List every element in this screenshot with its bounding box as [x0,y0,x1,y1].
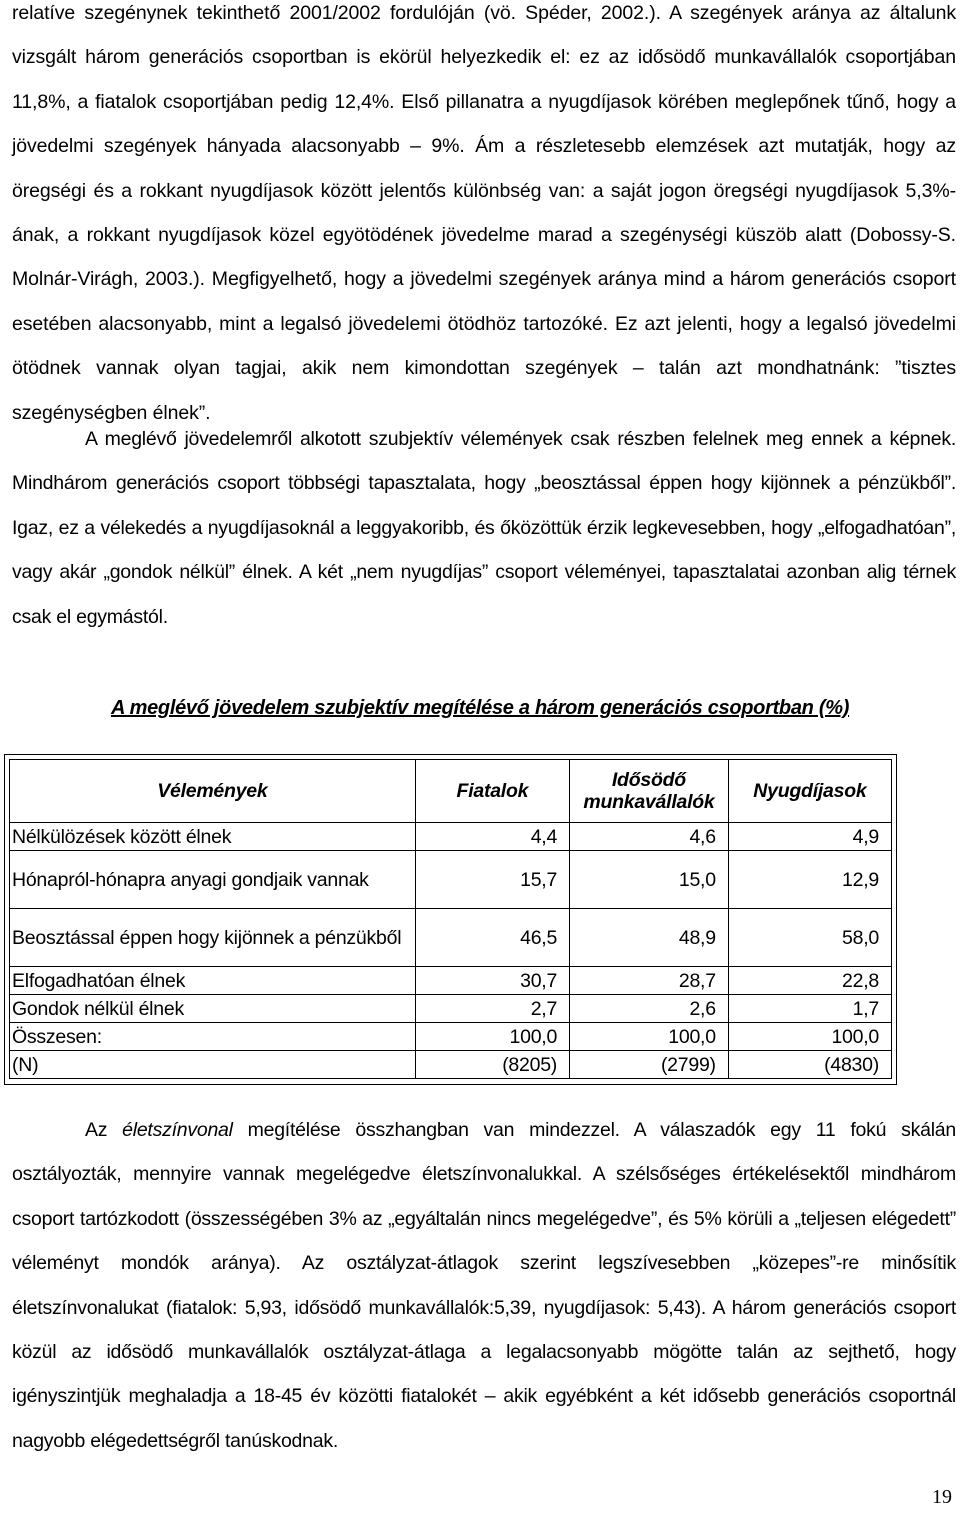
row-label: (N) [10,1051,416,1079]
cell-young: 15,7 [415,851,569,909]
cell-pensioners: 1,7 [728,995,891,1023]
header-ageing-line1: Idősödő [611,769,686,791]
cell-pensioners: (4830) [728,1051,891,1079]
table-title: A meglévő jövedelem szubjektív megítélése a három generációs csoportban (%) [110,697,850,719]
cell-ageing: (2799) [570,1051,729,1079]
header-pensioners: Nyugdíjasok [728,760,891,823]
table-row [10,1023,892,1051]
table-row [10,851,892,909]
cell-young: 4,4 [415,823,569,851]
table-row [10,967,892,995]
header-opinions: Vélemények [10,760,416,823]
cell-ageing: 28,7 [570,967,729,995]
cell-pensioners: 12,9 [728,851,891,909]
row-label: Hónapról-hónapra anyagi gondjaik vannak [10,851,416,909]
table-frame [4,754,897,1085]
header-young: Fiatalok [415,760,569,823]
income-opinion-table [9,759,892,1079]
cell-ageing: 100,0 [570,1023,729,1051]
p3-text-start: Az [85,1119,123,1141]
cell-ageing: 4,6 [570,823,729,851]
paragraph-poverty-rates: relatíve szegénynek tekinthető 2001/2002 fordulóján (vö. Spéder, 2002.). A szegények aránya az általunk vizsgált három generációs csoportban is ekörül helyezkedik el: ez az idősödő munkavállalók csoportjában 11,8%, a fiatalok csoportjában pedig 12,4%. Első pillanatra a nyugdíjasok körében meglepőnek tűnő, hogy a jövedelmi szegények hányada alacsonyabb – 9%. Ám a részletesebb elemzések azt mutatják, hogy az öregségi és a rokkant nyugdíjasok között jelentős különbség van: a saját jogon öregségi nyugdíjasok 5,3%-ának, a rokkant nyugdíjasok közel egyötödének jövedelme marad a szegénységi küszöb alatt (Dobossy-S. Molnár-Virágh, 2003.). Megfigyelhető, hogy a jövedelmi szegények aránya mind a három generációs csoport esetében alacsonyabb, mint a legalsó jövedelemi ötödhöz tartozóké. Ez azt jelenti, hogy a legalsó jövedelmi ötödnek vannak olyan tagjai, akik nem kimondottan szegények – talán azt mondhatnánk: ”tisztes szegénységben élnek”. [12,2,956,424]
cell-young: 46,5 [415,909,569,967]
table-header-row [10,760,892,823]
cell-pensioners: 22,8 [728,967,891,995]
paragraph-living-standard [12,1108,956,1463]
row-label: Összesen: [10,1023,416,1051]
header-ageing-line2: munkavállalók [583,791,715,813]
table-row [10,909,892,967]
p3-text-rest: megítélése összhangban van mindezzel. A válaszadók egy 11 fokú skálán osztályozták, mennyire vannak megelégedve életszínvonalukkal. A szélsőséges értékelésektől mindhárom csoport tartózkodott (összességében 3% az „egyáltalán nincs megelégedve”, és 5% körüli a „teljesen elégedett” véleményt mondók aránya). Az osztályzat-átlagok szerint legszívesebben „közepes”-re minősítik életszínvonalukat (fiatalok: 5,93, idősödő munkavállalók:5,39, nyugdíjasok: 5,43). A három generációs csoport közül az idősödő munkavállalók osztályzat-átlaga a legalacsonyabb mögötte talán az sejthető, hogy igényszintjük meghaladja a 18-45 év közötti fiatalokét – akik egyébként a két idősebb generációs csoportnál nagyobb elégedettségről tanúskodnak. [12,1119,956,1452]
cell-pensioners: 4,9 [728,823,891,851]
row-label: Gondok nélkül élnek [10,995,416,1023]
row-label: Beosztással éppen hogy kijönnek a pénzükből [10,909,416,967]
cell-young: (8205) [415,1051,569,1079]
cell-ageing: 48,9 [570,909,729,967]
row-label: Elfogadhatóan élnek [10,967,416,995]
header-ageing-workers [570,760,729,823]
cell-ageing: 15,0 [570,851,729,909]
cell-young: 100,0 [415,1023,569,1051]
p3-italic-term: életszínvonal [122,1119,233,1141]
paragraph-subjective-opinions: A meglévő jövedelemről alkotott szubjektív vélemények csak részben felelnek meg ennek a képnek. Mindhárom generációs csoport többségi tapasztalata, hogy „beosztással éppen hogy kijönnek a pénzükből”. Igaz, ez a vélekedés a nyugdíjasoknál a leggyakoribb, és őközöttük érzik legkevesebben, hogy „elfogadhatóan”, vagy akár „gondok nélkül” élnek. A két „nem nyugdíjas” csoport véleményei, tapasztalatai azonban alig térnek csak el egymástól. [12,428,956,628]
table-row [10,823,892,851]
row-label: Nélkülözések között élnek [10,823,416,851]
table-row [10,995,892,1023]
cell-pensioners: 58,0 [728,909,891,967]
table-row [10,1051,892,1079]
cell-young: 30,7 [415,967,569,995]
cell-pensioners: 100,0 [728,1023,891,1051]
page-number: 19 [932,1486,952,1508]
cell-ageing: 2,6 [570,995,729,1023]
cell-young: 2,7 [415,995,569,1023]
